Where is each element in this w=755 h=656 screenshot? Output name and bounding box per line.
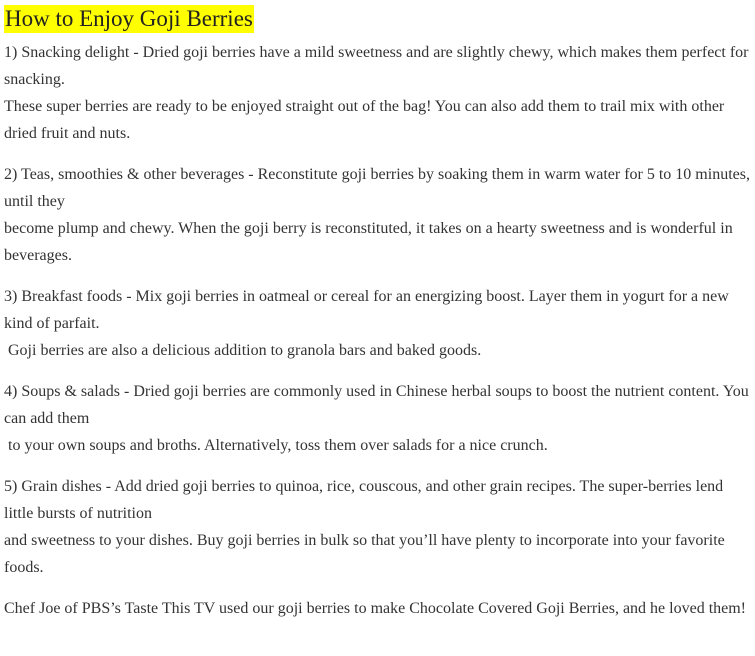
tip-text: 5) Grain dishes - Add dried goji berries to quinoa, rice, couscous, and other grain recipes. The super-berries lend little bursts of nutrition [4,478,724,522]
tip-text: 2) Teas, smoothies & other beverages - Reconstitute goji berries by soaking them in warm water for 5 to 10 minutes, until they [4,166,750,210]
tip-snacking [4,39,755,147]
tip-text: and sweetness to your dishes. Buy goji berries in bulk so that you’ll have plenty to incorporate into your favorite foods. [4,532,725,576]
tip-text: to your own soups and broths. Alternatively, toss them over salads for a nice crunch. [4,437,548,454]
tip-text: 3) Breakfast foods - Mix goji berries in oatmeal or cereal for an energizing boost. Layer them in yogurt for a new kind of parfait. [4,288,729,332]
tip-text: become plump and chewy. When the goji berry is reconstituted, it takes on a hearty sweetness and is wonderful in beverages. [4,220,733,264]
page-title: How to Enjoy Goji Berries [5,6,253,31]
tip-text: Goji berries are also a delicious addition to granola bars and baked goods. [4,342,482,359]
tip-soups-salads [4,378,755,459]
tip-text: 4) Soups & salads - Dried goji berries are commonly used in Chinese herbal soups to boost the nutrient content. You can add them [4,383,749,427]
tip-beverages [4,161,755,269]
tip-breakfast [4,283,755,364]
tip-text: 1) Snacking delight - Dried goji berries have a mild sweetness and are slightly chewy, which makes them perfect for snacking. [4,44,749,88]
chef-testimonial: Chef Joe of PBS’s Taste This TV used our goji berries to make Chocolate Covered Goji Berries, and he loved them! [4,600,747,617]
tip-grain-dishes [4,473,755,581]
tip-text: These super berries are ready to be enjoyed straight out of the bag! You can also add them to trail mix with other dried fruit and nuts. [4,98,725,142]
article [4,5,755,622]
